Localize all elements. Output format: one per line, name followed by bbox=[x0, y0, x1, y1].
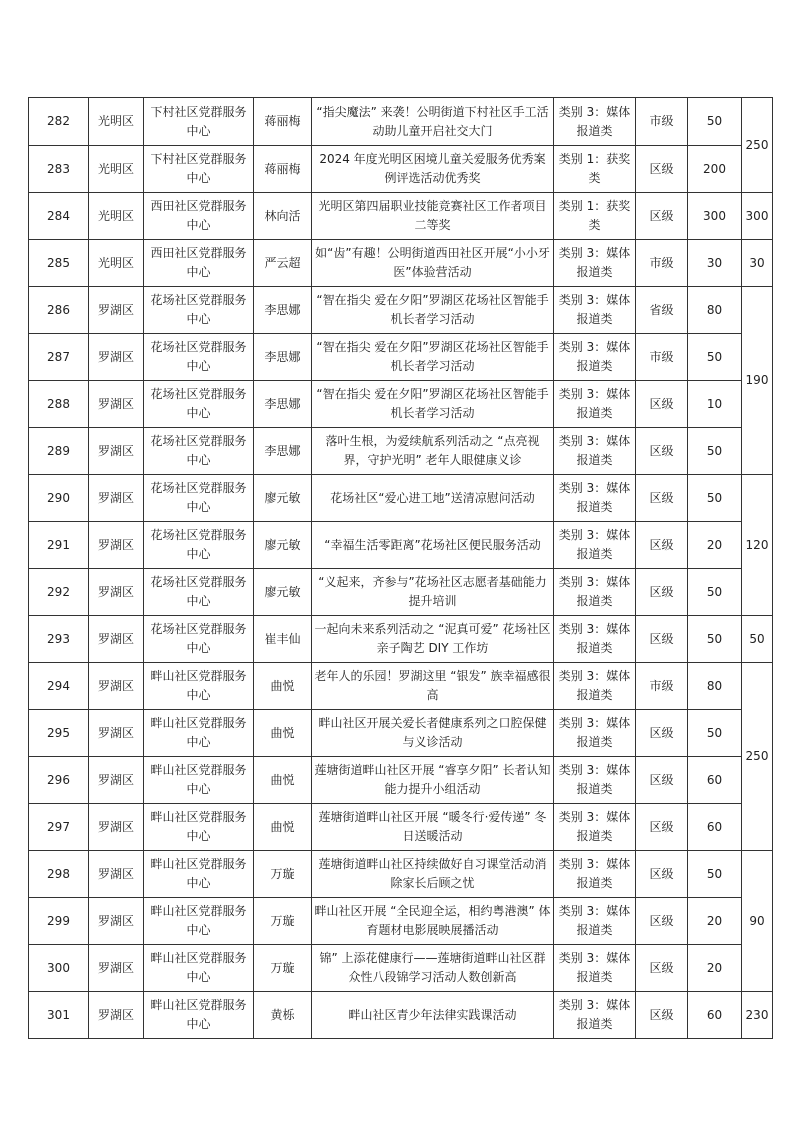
level-cell: 市级 bbox=[636, 663, 688, 710]
activity-cell: 锦” 上添花健康行——莲塘街道畔山社区群众性八段锦学习活动人数创新高 bbox=[312, 945, 554, 992]
table-row bbox=[29, 475, 773, 522]
person-cell: 曲悦 bbox=[254, 757, 312, 804]
district-cell: 罗湖区 bbox=[89, 287, 144, 334]
score-cell: 50 bbox=[688, 851, 742, 898]
organization-cell: 花场社区党群服务中心 bbox=[144, 616, 254, 663]
activity-cell: 落叶生根，为爱续航系列活动之 “点亮视界，守护光明” 老年人眼健康义诊 bbox=[312, 428, 554, 475]
level-cell: 区级 bbox=[636, 428, 688, 475]
table-row bbox=[29, 663, 773, 710]
person-cell: 李思娜 bbox=[254, 428, 312, 475]
category-cell: 类别 3：媒体报道类 bbox=[554, 475, 636, 522]
category-cell: 类别 3：媒体报道类 bbox=[554, 428, 636, 475]
activity-cell: “智在指尖 爱在夕阳”罗湖区花场社区智能手机长者学习活动 bbox=[312, 381, 554, 428]
activity-cell: 老年人的乐园！罗湖这里 “银发” 族幸福感很高 bbox=[312, 663, 554, 710]
person-cell: 廖元敏 bbox=[254, 522, 312, 569]
organization-cell: 畔山社区党群服务中心 bbox=[144, 851, 254, 898]
total-score-cell: 30 bbox=[742, 240, 773, 287]
score-cell: 80 bbox=[688, 663, 742, 710]
row-number: 299 bbox=[29, 898, 89, 945]
organization-cell: 花场社区党群服务中心 bbox=[144, 381, 254, 428]
table-row bbox=[29, 945, 773, 992]
organization-cell: 花场社区党群服务中心 bbox=[144, 287, 254, 334]
activity-cell: 花场社区“爱心进工地”送清凉慰问活动 bbox=[312, 475, 554, 522]
organization-cell: 花场社区党群服务中心 bbox=[144, 475, 254, 522]
table-row bbox=[29, 240, 773, 287]
organization-cell: 下村社区党群服务中心 bbox=[144, 98, 254, 146]
total-score-cell: 50 bbox=[742, 616, 773, 663]
district-cell: 光明区 bbox=[89, 240, 144, 287]
organization-cell: 畔山社区党群服务中心 bbox=[144, 663, 254, 710]
district-cell: 罗湖区 bbox=[89, 381, 144, 428]
row-number: 288 bbox=[29, 381, 89, 428]
person-cell: 曲悦 bbox=[254, 663, 312, 710]
score-cell: 60 bbox=[688, 804, 742, 851]
person-cell: 林向活 bbox=[254, 193, 312, 240]
organization-cell: 花场社区党群服务中心 bbox=[144, 334, 254, 381]
table-row bbox=[29, 381, 773, 428]
district-cell: 罗湖区 bbox=[89, 898, 144, 945]
row-number: 287 bbox=[29, 334, 89, 381]
person-cell: 万璇 bbox=[254, 898, 312, 945]
score-cell: 50 bbox=[688, 475, 742, 522]
table-row bbox=[29, 992, 773, 1039]
district-cell: 罗湖区 bbox=[89, 522, 144, 569]
table-row bbox=[29, 569, 773, 616]
row-number: 283 bbox=[29, 146, 89, 193]
row-number: 289 bbox=[29, 428, 89, 475]
activity-cell: 畔山社区青少年法律实践课活动 bbox=[312, 992, 554, 1039]
row-number: 297 bbox=[29, 804, 89, 851]
district-cell: 罗湖区 bbox=[89, 851, 144, 898]
row-number: 291 bbox=[29, 522, 89, 569]
category-cell: 类别 3：媒体报道类 bbox=[554, 945, 636, 992]
category-cell: 类别 1：获奖类 bbox=[554, 193, 636, 240]
total-score-cell: 230 bbox=[742, 992, 773, 1039]
level-cell: 区级 bbox=[636, 193, 688, 240]
person-cell: 李思娜 bbox=[254, 381, 312, 428]
level-cell: 区级 bbox=[636, 569, 688, 616]
activity-cell: 如“齿”有趣！公明街道西田社区开展“小小牙医”体验营活动 bbox=[312, 240, 554, 287]
person-cell: 万璇 bbox=[254, 851, 312, 898]
score-cell: 50 bbox=[688, 616, 742, 663]
district-cell: 罗湖区 bbox=[89, 992, 144, 1039]
row-number: 290 bbox=[29, 475, 89, 522]
person-cell: 廖元敏 bbox=[254, 475, 312, 522]
row-number: 294 bbox=[29, 663, 89, 710]
table-row bbox=[29, 334, 773, 381]
table-row bbox=[29, 146, 773, 193]
score-cell: 300 bbox=[688, 193, 742, 240]
level-cell: 市级 bbox=[636, 240, 688, 287]
activity-cell: 畔山社区开展关爱长者健康系列之口腔保健与义诊活动 bbox=[312, 710, 554, 757]
activity-cell: “幸福生活零距离”花场社区便民服务活动 bbox=[312, 522, 554, 569]
activity-cell: 莲塘街道畔山社区开展 “睿享夕阳” 长者认知能力提升小组活动 bbox=[312, 757, 554, 804]
person-cell: 崔丰仙 bbox=[254, 616, 312, 663]
level-cell: 区级 bbox=[636, 757, 688, 804]
person-cell: 蒋丽梅 bbox=[254, 98, 312, 146]
level-cell: 区级 bbox=[636, 945, 688, 992]
score-cell: 80 bbox=[688, 287, 742, 334]
district-cell: 罗湖区 bbox=[89, 804, 144, 851]
person-cell: 曲悦 bbox=[254, 804, 312, 851]
organization-cell: 花场社区党群服务中心 bbox=[144, 569, 254, 616]
organization-cell: 畔山社区党群服务中心 bbox=[144, 992, 254, 1039]
activity-cell: 一起向未来系列活动之 “泥真可爱” 花场社区亲子陶艺 DIY 工作坊 bbox=[312, 616, 554, 663]
total-score-cell: 300 bbox=[742, 193, 773, 240]
table-row bbox=[29, 522, 773, 569]
person-cell: 严云超 bbox=[254, 240, 312, 287]
district-cell: 罗湖区 bbox=[89, 663, 144, 710]
category-cell: 类别 3：媒体报道类 bbox=[554, 240, 636, 287]
table-row bbox=[29, 98, 773, 146]
district-cell: 光明区 bbox=[89, 98, 144, 146]
score-cell: 20 bbox=[688, 898, 742, 945]
level-cell: 区级 bbox=[636, 992, 688, 1039]
organization-cell: 畔山社区党群服务中心 bbox=[144, 757, 254, 804]
score-cell: 50 bbox=[688, 710, 742, 757]
district-cell: 罗湖区 bbox=[89, 945, 144, 992]
organization-cell: 下村社区党群服务中心 bbox=[144, 146, 254, 193]
category-cell: 类别 3：媒体报道类 bbox=[554, 334, 636, 381]
level-cell: 区级 bbox=[636, 522, 688, 569]
table-row bbox=[29, 710, 773, 757]
district-cell: 罗湖区 bbox=[89, 616, 144, 663]
activity-cell: “指尖魔法” 来袭！公明街道下村社区手工活动助儿童开启社交大门 bbox=[312, 98, 554, 146]
score-cell: 30 bbox=[688, 240, 742, 287]
district-cell: 光明区 bbox=[89, 146, 144, 193]
table-row bbox=[29, 287, 773, 334]
table-row bbox=[29, 757, 773, 804]
row-number: 284 bbox=[29, 193, 89, 240]
row-number: 286 bbox=[29, 287, 89, 334]
district-cell: 罗湖区 bbox=[89, 334, 144, 381]
score-cell: 20 bbox=[688, 945, 742, 992]
total-score-cell: 120 bbox=[742, 475, 773, 616]
organization-cell: 花场社区党群服务中心 bbox=[144, 522, 254, 569]
score-table bbox=[28, 97, 773, 1039]
level-cell: 区级 bbox=[636, 851, 688, 898]
category-cell: 类别 3：媒体报道类 bbox=[554, 569, 636, 616]
row-number: 292 bbox=[29, 569, 89, 616]
row-number: 295 bbox=[29, 710, 89, 757]
table-body bbox=[29, 98, 773, 1039]
person-cell: 蒋丽梅 bbox=[254, 146, 312, 193]
row-number: 282 bbox=[29, 98, 89, 146]
level-cell: 市级 bbox=[636, 98, 688, 146]
category-cell: 类别 1：获奖类 bbox=[554, 146, 636, 193]
category-cell: 类别 3：媒体报道类 bbox=[554, 757, 636, 804]
table-row bbox=[29, 428, 773, 475]
activity-cell: 莲塘街道畔山社区持续做好自习课堂活动消除家长后顾之忧 bbox=[312, 851, 554, 898]
category-cell: 类别 3：媒体报道类 bbox=[554, 992, 636, 1039]
activity-cell: 畔山社区开展 “全民迎全运，相约粤港澳” 体育题材电影展映展播活动 bbox=[312, 898, 554, 945]
person-cell: 李思娜 bbox=[254, 287, 312, 334]
score-cell: 60 bbox=[688, 757, 742, 804]
organization-cell: 花场社区党群服务中心 bbox=[144, 428, 254, 475]
table-row bbox=[29, 193, 773, 240]
row-number: 301 bbox=[29, 992, 89, 1039]
district-cell: 罗湖区 bbox=[89, 475, 144, 522]
level-cell: 区级 bbox=[636, 804, 688, 851]
person-cell: 曲悦 bbox=[254, 710, 312, 757]
score-cell: 50 bbox=[688, 428, 742, 475]
organization-cell: 西田社区党群服务中心 bbox=[144, 240, 254, 287]
score-cell: 10 bbox=[688, 381, 742, 428]
score-cell: 50 bbox=[688, 98, 742, 146]
total-score-cell: 90 bbox=[742, 851, 773, 992]
score-cell: 200 bbox=[688, 146, 742, 193]
activity-cell: 光明区第四届职业技能竞赛社区工作者项目二等奖 bbox=[312, 193, 554, 240]
district-cell: 光明区 bbox=[89, 193, 144, 240]
district-cell: 罗湖区 bbox=[89, 710, 144, 757]
level-cell: 区级 bbox=[636, 146, 688, 193]
score-cell: 60 bbox=[688, 992, 742, 1039]
category-cell: 类别 3：媒体报道类 bbox=[554, 616, 636, 663]
table-row bbox=[29, 898, 773, 945]
level-cell: 区级 bbox=[636, 616, 688, 663]
level-cell: 区级 bbox=[636, 381, 688, 428]
total-score-cell: 190 bbox=[742, 287, 773, 475]
activity-cell: 2024 年度光明区困境儿童关爱服务优秀案例评选活动优秀奖 bbox=[312, 146, 554, 193]
organization-cell: 畔山社区党群服务中心 bbox=[144, 898, 254, 945]
row-number: 285 bbox=[29, 240, 89, 287]
person-cell: 万璇 bbox=[254, 945, 312, 992]
row-number: 300 bbox=[29, 945, 89, 992]
category-cell: 类别 3：媒体报道类 bbox=[554, 381, 636, 428]
table-row bbox=[29, 851, 773, 898]
score-cell: 20 bbox=[688, 522, 742, 569]
district-cell: 罗湖区 bbox=[89, 569, 144, 616]
category-cell: 类别 3：媒体报道类 bbox=[554, 663, 636, 710]
category-cell: 类别 3：媒体报道类 bbox=[554, 287, 636, 334]
level-cell: 市级 bbox=[636, 334, 688, 381]
level-cell: 区级 bbox=[636, 898, 688, 945]
level-cell: 区级 bbox=[636, 710, 688, 757]
table-row bbox=[29, 804, 773, 851]
row-number: 298 bbox=[29, 851, 89, 898]
category-cell: 类别 3：媒体报道类 bbox=[554, 522, 636, 569]
score-cell: 50 bbox=[688, 334, 742, 381]
district-cell: 罗湖区 bbox=[89, 757, 144, 804]
total-score-cell: 250 bbox=[742, 98, 773, 193]
category-cell: 类别 3：媒体报道类 bbox=[554, 98, 636, 146]
organization-cell: 西田社区党群服务中心 bbox=[144, 193, 254, 240]
person-cell: 李思娜 bbox=[254, 334, 312, 381]
activity-cell: “智在指尖 爱在夕阳”罗湖区花场社区智能手机长者学习活动 bbox=[312, 334, 554, 381]
person-cell: 廖元敏 bbox=[254, 569, 312, 616]
person-cell: 黄栎 bbox=[254, 992, 312, 1039]
level-cell: 区级 bbox=[636, 475, 688, 522]
level-cell: 省级 bbox=[636, 287, 688, 334]
category-cell: 类别 3：媒体报道类 bbox=[554, 710, 636, 757]
organization-cell: 畔山社区党群服务中心 bbox=[144, 804, 254, 851]
organization-cell: 畔山社区党群服务中心 bbox=[144, 945, 254, 992]
activity-cell: “智在指尖 爱在夕阳”罗湖区花场社区智能手机长者学习活动 bbox=[312, 287, 554, 334]
activity-cell: 莲塘街道畔山社区开展 “暖冬行·爱传递” 冬日送暖活动 bbox=[312, 804, 554, 851]
category-cell: 类别 3：媒体报道类 bbox=[554, 804, 636, 851]
row-number: 293 bbox=[29, 616, 89, 663]
category-cell: 类别 3：媒体报道类 bbox=[554, 898, 636, 945]
district-cell: 罗湖区 bbox=[89, 428, 144, 475]
organization-cell: 畔山社区党群服务中心 bbox=[144, 710, 254, 757]
table-row bbox=[29, 616, 773, 663]
total-score-cell: 250 bbox=[742, 663, 773, 851]
score-cell: 50 bbox=[688, 569, 742, 616]
category-cell: 类别 3：媒体报道类 bbox=[554, 851, 636, 898]
row-number: 296 bbox=[29, 757, 89, 804]
activity-cell: “义起来，齐参与”花场社区志愿者基础能力提升培训 bbox=[312, 569, 554, 616]
